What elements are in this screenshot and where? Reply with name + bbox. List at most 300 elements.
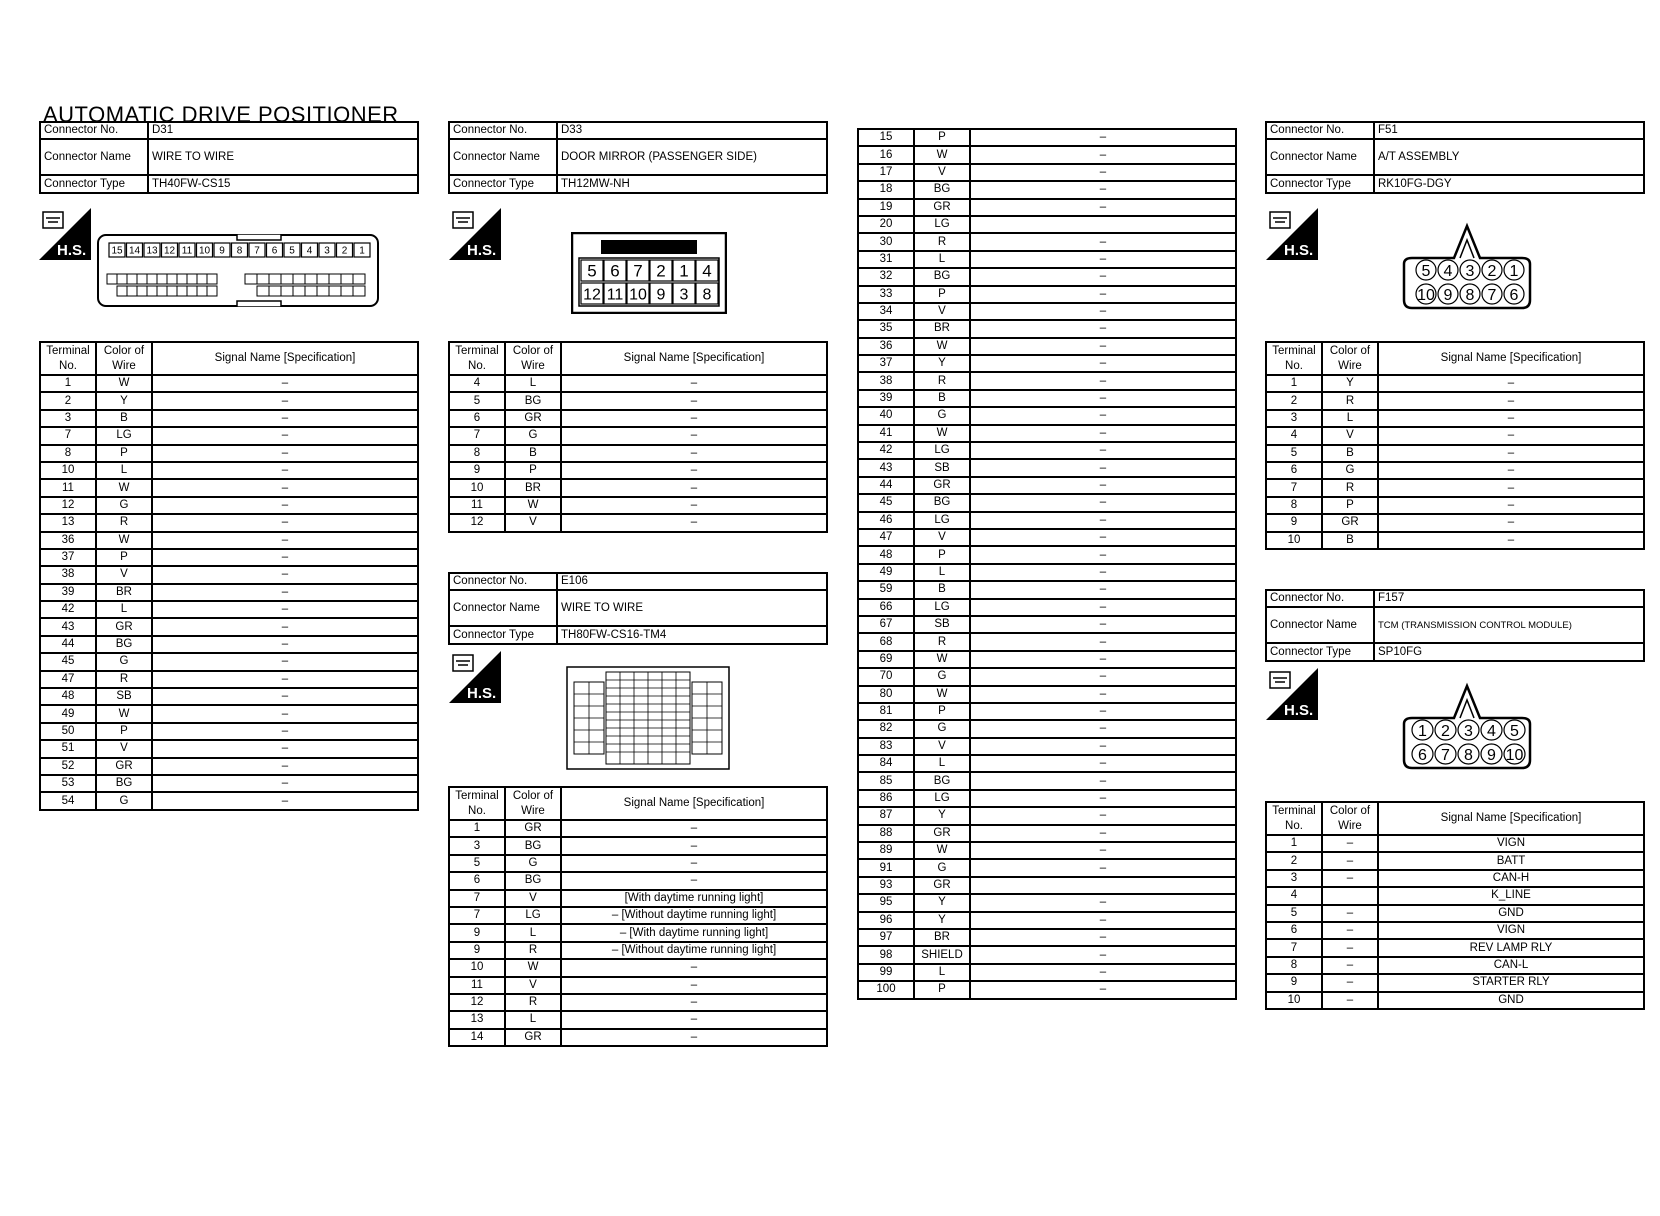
connector-pin xyxy=(214,243,230,257)
table-row xyxy=(40,497,418,514)
connector-pin xyxy=(1458,720,1479,740)
connector-d33-section xyxy=(448,121,828,194)
signal-name: – xyxy=(970,407,1236,424)
table-row xyxy=(449,479,827,496)
terminal-no: 12 xyxy=(449,514,505,531)
wire-color: GR xyxy=(914,877,970,894)
terminal-no: 2 xyxy=(1266,852,1322,869)
terminal-no: 9 xyxy=(1266,974,1322,991)
wire-color: GR xyxy=(914,825,970,842)
terminal-no: 80 xyxy=(858,686,914,703)
signal-name: – xyxy=(970,668,1236,685)
terminal-no: 13 xyxy=(40,514,96,531)
signal-name: [With daytime running light] xyxy=(561,890,827,907)
signal-name: – xyxy=(1378,532,1644,549)
wire-color: P xyxy=(914,981,970,998)
signal-name: – xyxy=(152,758,418,775)
signal-name: – xyxy=(970,599,1236,616)
wire-color: B xyxy=(914,390,970,407)
connector-pin xyxy=(1412,720,1433,740)
terminal-no: 43 xyxy=(858,459,914,476)
signal-name: – xyxy=(970,233,1236,250)
table-row xyxy=(858,181,1236,198)
table-row xyxy=(858,303,1236,320)
wire-color: P xyxy=(96,723,152,740)
svg-text:9: 9 xyxy=(1443,286,1453,304)
signal-name: – xyxy=(970,912,1236,929)
connector-pin xyxy=(1458,744,1479,764)
connector-no-value: F157 xyxy=(1374,590,1644,607)
connector-no-value: F51 xyxy=(1374,122,1644,139)
terminal-no: 2 xyxy=(40,392,96,409)
signal-name: – xyxy=(152,532,418,549)
table-row xyxy=(449,410,827,427)
terminal-no: 10 xyxy=(449,959,505,976)
terminal-no: 7 xyxy=(1266,939,1322,956)
terminal-no: 6 xyxy=(449,872,505,889)
table-row xyxy=(858,216,1236,233)
table-row xyxy=(858,738,1236,755)
signal-name: – xyxy=(970,512,1236,529)
wire-color: LG xyxy=(914,790,970,807)
wire-color: R xyxy=(914,372,970,389)
svg-text:4: 4 xyxy=(1487,722,1496,740)
svg-text:3: 3 xyxy=(679,286,689,304)
connector-pin xyxy=(1416,284,1436,304)
table-row xyxy=(858,546,1236,563)
wire-color: P xyxy=(914,129,970,146)
svg-text:2: 2 xyxy=(1441,722,1450,740)
wire-color: W xyxy=(505,959,561,976)
terminal-no: 15 xyxy=(858,129,914,146)
signal-name: – xyxy=(152,792,418,809)
wire-color: W xyxy=(96,375,152,392)
table-row xyxy=(858,929,1236,946)
table-row xyxy=(858,859,1236,876)
wire-color: P xyxy=(96,549,152,566)
terminal-no: 39 xyxy=(40,584,96,601)
connector-pin xyxy=(302,243,318,257)
signal-name: – xyxy=(970,720,1236,737)
wire-color: Y xyxy=(1322,375,1378,392)
connector-name-label: Connector Name xyxy=(449,590,557,626)
table-row xyxy=(449,977,827,994)
signal-name: – xyxy=(152,671,418,688)
wire-color: R xyxy=(505,942,561,959)
connector-pin xyxy=(337,243,353,257)
svg-text:H.S.: H.S. xyxy=(57,242,87,259)
terminal-no: 53 xyxy=(40,775,96,792)
signal-name: – xyxy=(1378,427,1644,444)
table-row xyxy=(449,445,827,462)
connector-pin xyxy=(1504,744,1525,764)
connector-no-value: D31 xyxy=(148,122,418,139)
table-row xyxy=(858,581,1236,598)
connector-pin xyxy=(197,243,213,257)
signal-name: – xyxy=(970,268,1236,285)
signal-name: – xyxy=(970,738,1236,755)
svg-text:4: 4 xyxy=(306,245,313,257)
table-row xyxy=(858,772,1236,789)
signal-name: – [With daytime running light] xyxy=(561,924,827,941)
table-row xyxy=(40,618,418,635)
table-row xyxy=(858,790,1236,807)
table-row xyxy=(858,807,1236,824)
terminal-no: 8 xyxy=(1266,497,1322,514)
wire-color: – xyxy=(1322,939,1378,956)
wire-color: – xyxy=(1322,870,1378,887)
terminal-no: 9 xyxy=(449,924,505,941)
table-row xyxy=(449,872,827,889)
wire-color: BG xyxy=(914,494,970,511)
svg-text:1: 1 xyxy=(1418,722,1427,740)
terminal-no: 17 xyxy=(858,164,914,181)
table-row xyxy=(858,390,1236,407)
connector-pin xyxy=(1460,284,1480,304)
wire-color: L xyxy=(914,964,970,981)
wire-color: R xyxy=(505,994,561,1011)
wire-color: BR xyxy=(96,584,152,601)
connector-pin xyxy=(1416,260,1436,280)
signal-name: – xyxy=(970,755,1236,772)
svg-text:12: 12 xyxy=(583,286,601,304)
wire-color: BG xyxy=(505,837,561,854)
terminal-no: 16 xyxy=(858,146,914,163)
terminal-no: 97 xyxy=(858,929,914,946)
wire-color: P xyxy=(505,462,561,479)
connector-d31-info xyxy=(39,121,419,194)
signal-name: – xyxy=(1378,479,1644,496)
terminal-no: 82 xyxy=(858,720,914,737)
harness-side-icon xyxy=(1266,208,1318,260)
terminal-no: 37 xyxy=(858,355,914,372)
table-row xyxy=(858,651,1236,668)
signal-name: – xyxy=(970,459,1236,476)
svg-text:1: 1 xyxy=(679,261,689,281)
signal-name: – xyxy=(970,790,1236,807)
signal-name: – xyxy=(561,462,827,479)
signal-name: – xyxy=(970,320,1236,337)
table-row xyxy=(1266,479,1644,496)
table-row xyxy=(858,912,1236,929)
signal-name: – xyxy=(970,929,1236,946)
connector-pin xyxy=(604,283,626,304)
wire-color: GR xyxy=(1322,514,1378,531)
wire-color: R xyxy=(914,633,970,650)
connector-pin xyxy=(1482,284,1502,304)
svg-text:5: 5 xyxy=(1510,722,1519,740)
terminal-no: 11 xyxy=(449,497,505,514)
svg-text:8: 8 xyxy=(1464,746,1473,764)
terminal-no: 43 xyxy=(40,618,96,635)
wire-color: V xyxy=(914,303,970,320)
signal-name: – xyxy=(970,355,1236,372)
table-row xyxy=(40,445,418,462)
wire-color: W xyxy=(914,338,970,355)
connector-e106-terminal-table-continued xyxy=(857,128,1237,1000)
wire-color: – xyxy=(1322,905,1378,922)
terminal-no: 1 xyxy=(449,820,505,837)
table-row xyxy=(449,924,827,941)
terminal-no: 1 xyxy=(40,375,96,392)
wire-color: V xyxy=(505,514,561,531)
table-row xyxy=(858,825,1236,842)
terminal-no: 100 xyxy=(858,981,914,998)
table-row xyxy=(40,532,418,549)
connector-pin xyxy=(581,260,603,281)
signal-name: – xyxy=(152,497,418,514)
svg-text:7: 7 xyxy=(633,261,643,281)
terminal-no: 35 xyxy=(858,320,914,337)
table-row xyxy=(40,375,418,392)
terminal-no: 10 xyxy=(40,462,96,479)
svg-text:10: 10 xyxy=(198,245,211,257)
color-of-wire-header: Color of Wire xyxy=(505,787,561,820)
wire-color: W xyxy=(914,146,970,163)
table-row xyxy=(858,338,1236,355)
table-row xyxy=(1266,462,1644,479)
signal-name: – xyxy=(152,688,418,705)
wire-color: R xyxy=(914,233,970,250)
wire-color: R xyxy=(1322,479,1378,496)
wire-color: P xyxy=(96,445,152,462)
table-row xyxy=(40,410,418,427)
signal-name: – xyxy=(152,775,418,792)
terminal-no: 40 xyxy=(858,407,914,424)
signal-name: – xyxy=(970,303,1236,320)
terminal-no: 45 xyxy=(40,653,96,670)
table-row xyxy=(858,129,1236,146)
table-row xyxy=(858,703,1236,720)
signal-name: – xyxy=(152,618,418,635)
signal-name-header: Signal Name [Specification] xyxy=(561,787,827,820)
terminal-no: 7 xyxy=(449,907,505,924)
connector-no-label: Connector No. xyxy=(449,122,557,139)
connector-name-label: Connector Name xyxy=(1266,139,1374,175)
terminal-no: 4 xyxy=(1266,887,1322,904)
table-row xyxy=(40,653,418,670)
table-row xyxy=(449,514,827,531)
svg-text:7: 7 xyxy=(1441,746,1450,764)
table-row xyxy=(858,407,1236,424)
table-row xyxy=(1266,922,1644,939)
table-row xyxy=(858,355,1236,372)
terminal-no: 1 xyxy=(1266,375,1322,392)
table-row xyxy=(858,512,1236,529)
svg-text:15: 15 xyxy=(111,245,123,257)
table-row xyxy=(40,775,418,792)
table-row xyxy=(449,959,827,976)
connector-pin xyxy=(1435,720,1456,740)
table-row xyxy=(1266,835,1644,852)
terminal-no: 98 xyxy=(858,946,914,963)
connector-type-value: TH12MW-NH xyxy=(557,175,827,192)
terminal-no: 45 xyxy=(858,494,914,511)
terminal-no-header: Terminal No. xyxy=(1266,802,1322,835)
signal-name: – xyxy=(970,859,1236,876)
wire-color: LG xyxy=(914,599,970,616)
wire-color: L xyxy=(505,375,561,392)
signal-name: – xyxy=(1378,410,1644,427)
table-row xyxy=(858,686,1236,703)
connector-f157-section xyxy=(1265,589,1645,662)
terminal-no: 36 xyxy=(858,338,914,355)
signal-name: STARTER RLY xyxy=(1378,974,1644,991)
terminal-no: 13 xyxy=(449,1011,505,1028)
table-row xyxy=(1266,905,1644,922)
svg-text:7: 7 xyxy=(254,245,260,257)
connector-d31-face xyxy=(97,234,379,307)
table-row xyxy=(449,890,827,907)
terminal-no: 19 xyxy=(858,199,914,216)
wire-color: GR xyxy=(914,477,970,494)
table-row xyxy=(40,479,418,496)
table-row xyxy=(858,459,1236,476)
table-row xyxy=(1266,870,1644,887)
terminal-no: 95 xyxy=(858,894,914,911)
signal-name: – xyxy=(970,181,1236,198)
wire-color: SB xyxy=(914,616,970,633)
wire-color: V xyxy=(914,529,970,546)
terminal-no: 31 xyxy=(858,251,914,268)
wire-color: – xyxy=(1322,992,1378,1009)
signal-name: – xyxy=(561,375,827,392)
wire-color: L xyxy=(96,601,152,618)
connector-pin xyxy=(284,243,300,257)
svg-text:7: 7 xyxy=(1487,286,1497,304)
table-row xyxy=(1266,392,1644,409)
table-row xyxy=(449,392,827,409)
svg-text:11: 11 xyxy=(606,286,624,304)
svg-text:5: 5 xyxy=(1421,262,1431,280)
wire-color: BG xyxy=(96,775,152,792)
signal-name: – xyxy=(152,566,418,583)
terminal-no: 4 xyxy=(449,375,505,392)
signal-name: REV LAMP RLY xyxy=(1378,939,1644,956)
terminal-no: 6 xyxy=(449,410,505,427)
terminal-no: 67 xyxy=(858,616,914,633)
table-row xyxy=(858,164,1236,181)
harness-side-icon xyxy=(39,208,91,260)
wire-color: V xyxy=(505,890,561,907)
terminal-no-header: Terminal No. xyxy=(449,787,505,820)
terminal-no: 54 xyxy=(40,792,96,809)
connector-pin xyxy=(627,283,649,304)
table-row xyxy=(449,375,827,392)
wire-color: B xyxy=(96,410,152,427)
connector-pin xyxy=(1435,744,1456,764)
signal-name: – xyxy=(561,977,827,994)
signal-name-header: Signal Name [Specification] xyxy=(561,342,827,375)
table-row xyxy=(1266,514,1644,531)
wire-color: LG xyxy=(96,427,152,444)
terminal-no: 48 xyxy=(40,688,96,705)
terminal-no: 2 xyxy=(1266,392,1322,409)
signal-name: – [Without daytime running light] xyxy=(561,942,827,959)
table-row xyxy=(858,146,1236,163)
terminal-no: 39 xyxy=(858,390,914,407)
terminal-no: 47 xyxy=(858,529,914,546)
wire-color: BG xyxy=(505,872,561,889)
terminal-no-header: Terminal No. xyxy=(1266,342,1322,375)
table-row xyxy=(449,427,827,444)
signal-name: – xyxy=(970,964,1236,981)
table-row xyxy=(1266,957,1644,974)
terminal-no: 8 xyxy=(40,445,96,462)
signal-name: – xyxy=(152,375,418,392)
signal-name: – xyxy=(1378,375,1644,392)
connector-pin xyxy=(179,243,195,257)
connector-no-value: E106 xyxy=(557,573,827,590)
connector-pin xyxy=(144,243,160,257)
signal-name: – xyxy=(970,825,1236,842)
terminal-no: 70 xyxy=(858,668,914,685)
wire-color: P xyxy=(914,703,970,720)
terminal-no-header: Terminal No. xyxy=(40,342,96,375)
signal-name: – xyxy=(970,946,1236,963)
wire-color: W xyxy=(505,497,561,514)
terminal-no: 38 xyxy=(40,566,96,583)
table-row xyxy=(40,392,418,409)
signal-name: – xyxy=(561,872,827,889)
svg-text:2: 2 xyxy=(656,261,666,281)
connector-pin xyxy=(604,260,626,281)
connector-d33-face xyxy=(571,232,727,314)
terminal-no: 88 xyxy=(858,825,914,842)
table-row xyxy=(858,720,1236,737)
terminal-no: 96 xyxy=(858,912,914,929)
connector-pin xyxy=(1438,284,1458,304)
signal-name: – xyxy=(970,633,1236,650)
connector-type-value: TH40FW-CS15 xyxy=(148,175,418,192)
signal-name: – xyxy=(970,981,1236,998)
svg-text:H.S.: H.S. xyxy=(1284,702,1314,719)
connector-pin xyxy=(1460,260,1480,280)
connector-pin xyxy=(162,243,178,257)
table-row xyxy=(1266,992,1644,1009)
wire-color: – xyxy=(1322,852,1378,869)
terminal-no: 5 xyxy=(1266,905,1322,922)
svg-text:5: 5 xyxy=(289,245,295,257)
terminal-no: 38 xyxy=(858,372,914,389)
wire-color: V xyxy=(914,164,970,181)
wire-color: LG xyxy=(914,216,970,233)
table-row xyxy=(858,372,1236,389)
table-row xyxy=(858,442,1236,459)
signal-name: – xyxy=(1378,445,1644,462)
connector-d33-terminal-table xyxy=(448,341,828,533)
table-row xyxy=(40,723,418,740)
wire-color: W xyxy=(914,651,970,668)
wire-color: W xyxy=(914,686,970,703)
connector-name-value: WIRE TO WIRE xyxy=(557,590,827,626)
signal-name: – xyxy=(561,959,827,976)
terminal-no: 37 xyxy=(40,549,96,566)
signal-name: – xyxy=(152,705,418,722)
signal-name: – xyxy=(561,1011,827,1028)
wire-color: L xyxy=(914,755,970,772)
connector-pin xyxy=(1504,260,1524,280)
wire-color: G xyxy=(1322,462,1378,479)
wire-color: L xyxy=(914,564,970,581)
terminal-no: 10 xyxy=(449,479,505,496)
terminal-no: 52 xyxy=(40,758,96,775)
terminal-no: 85 xyxy=(858,772,914,789)
table-row xyxy=(858,616,1236,633)
terminal-no: 7 xyxy=(40,427,96,444)
signal-name: – xyxy=(152,479,418,496)
table-row xyxy=(1266,939,1644,956)
